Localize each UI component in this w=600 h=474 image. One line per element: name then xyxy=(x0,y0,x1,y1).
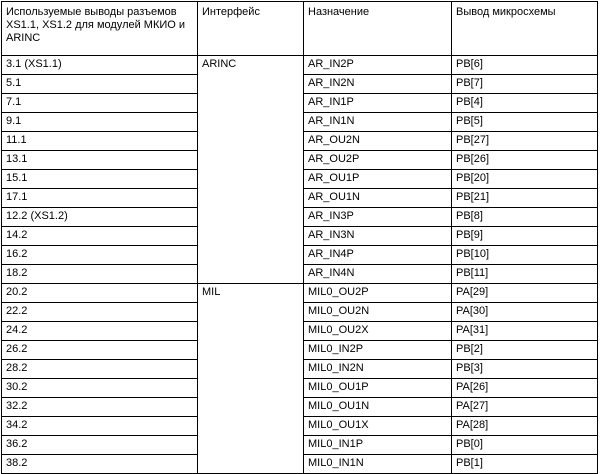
chip-pin-cell: PB[9] xyxy=(452,227,598,246)
chip-pin-cell: PB[0] xyxy=(452,436,598,455)
connector-pin-cell: 5.1 xyxy=(2,75,198,94)
pin-mapping-table xyxy=(1,1,598,474)
connector-pin-cell: 22.2 xyxy=(2,303,198,322)
chip-pin-cell: PB[10] xyxy=(452,246,598,265)
interface-cell: ARINC xyxy=(198,56,304,284)
chip-pin-cell: PB[26] xyxy=(452,151,598,170)
connector-pin-cell: 17.1 xyxy=(2,189,198,208)
connector-pin-cell: 36.2 xyxy=(2,436,198,455)
chip-pin-cell: PB[20] xyxy=(452,170,598,189)
header-interface: Интерфейс xyxy=(198,2,304,56)
signal-cell: MIL0_OU1P xyxy=(304,379,452,398)
signal-cell: AR_IN4N xyxy=(304,265,452,284)
signal-cell: MIL0_IN1P xyxy=(304,436,452,455)
signal-cell: AR_OU1P xyxy=(304,170,452,189)
table-header xyxy=(2,2,598,56)
connector-pin-cell: 30.2 xyxy=(2,379,198,398)
connector-pin-cell: 32.2 xyxy=(2,398,198,417)
chip-pin-cell: PA[31] xyxy=(452,322,598,341)
chip-pin-cell: PA[30] xyxy=(452,303,598,322)
header-chip-pin: Вывод микросхемы xyxy=(452,2,598,56)
connector-pin-cell: 28.2 xyxy=(2,360,198,379)
connector-pin-cell: 34.2 xyxy=(2,417,198,436)
header-connector-pins: Используемые выводы разъемов XS1.1, XS1.2 для модулей МКИО и ARINC xyxy=(2,2,198,56)
signal-cell: MIL0_OU1X xyxy=(304,417,452,436)
signal-cell: AR_IN2P xyxy=(304,56,452,75)
signal-cell: AR_OU2N xyxy=(304,132,452,151)
connector-pin-cell: 16.2 xyxy=(2,246,198,265)
chip-pin-cell: PB[21] xyxy=(452,189,598,208)
signal-cell: MIL0_IN1N xyxy=(304,455,452,474)
signal-cell: AR_IN1N xyxy=(304,113,452,132)
connector-pin-cell: 26.2 xyxy=(2,341,198,360)
signal-cell: MIL0_IN2N xyxy=(304,360,452,379)
signal-cell: AR_IN2N xyxy=(304,75,452,94)
signal-cell: AR_IN1P xyxy=(304,94,452,113)
header-row xyxy=(2,2,598,56)
chip-pin-cell: PB[6] xyxy=(452,56,598,75)
chip-pin-cell: PB[3] xyxy=(452,360,598,379)
signal-cell: AR_OU2P xyxy=(304,151,452,170)
table-body xyxy=(2,56,598,474)
signal-cell: MIL0_OU1N xyxy=(304,398,452,417)
chip-pin-cell: PA[26] xyxy=(452,379,598,398)
chip-pin-cell: PB[7] xyxy=(452,75,598,94)
connector-pin-cell: 7.1 xyxy=(2,94,198,113)
chip-pin-cell: PA[29] xyxy=(452,284,598,303)
signal-cell: AR_IN4P xyxy=(304,246,452,265)
header-purpose: Назначение xyxy=(304,2,452,56)
signal-cell: MIL0_OU2X xyxy=(304,322,452,341)
connector-pin-cell: 18.2 xyxy=(2,265,198,284)
table-row xyxy=(2,56,598,75)
connector-pin-cell: 14.2 xyxy=(2,227,198,246)
chip-pin-cell: PA[27] xyxy=(452,398,598,417)
chip-pin-cell: PB[1] xyxy=(452,455,598,474)
signal-cell: MIL0_OU2N xyxy=(304,303,452,322)
interface-cell: MIL xyxy=(198,284,304,474)
table-row xyxy=(2,284,598,303)
connector-pin-cell: 20.2 xyxy=(2,284,198,303)
chip-pin-cell: PB[2] xyxy=(452,341,598,360)
chip-pin-cell: PB[11] xyxy=(452,265,598,284)
connector-pin-cell: 11.1 xyxy=(2,132,198,151)
signal-cell: AR_OU1N xyxy=(304,189,452,208)
signal-cell: AR_IN3P xyxy=(304,208,452,227)
chip-pin-cell: PA[28] xyxy=(452,417,598,436)
connector-pin-cell: 15.1 xyxy=(2,170,198,189)
signal-cell: MIL0_IN2P xyxy=(304,341,452,360)
connector-pin-cell: 3.1 (XS1.1) xyxy=(2,56,198,75)
connector-pin-cell: 24.2 xyxy=(2,322,198,341)
signal-cell: AR_IN3N xyxy=(304,227,452,246)
connector-pin-cell: 13.1 xyxy=(2,151,198,170)
chip-pin-cell: PB[4] xyxy=(452,94,598,113)
connector-pin-cell: 38.2 xyxy=(2,455,198,474)
chip-pin-cell: PB[8] xyxy=(452,208,598,227)
signal-cell: MIL0_OU2P xyxy=(304,284,452,303)
connector-pin-cell: 12.2 (XS1.2) xyxy=(2,208,198,227)
connector-pin-cell: 9.1 xyxy=(2,113,198,132)
chip-pin-cell: PB[5] xyxy=(452,113,598,132)
chip-pin-cell: PB[27] xyxy=(452,132,598,151)
